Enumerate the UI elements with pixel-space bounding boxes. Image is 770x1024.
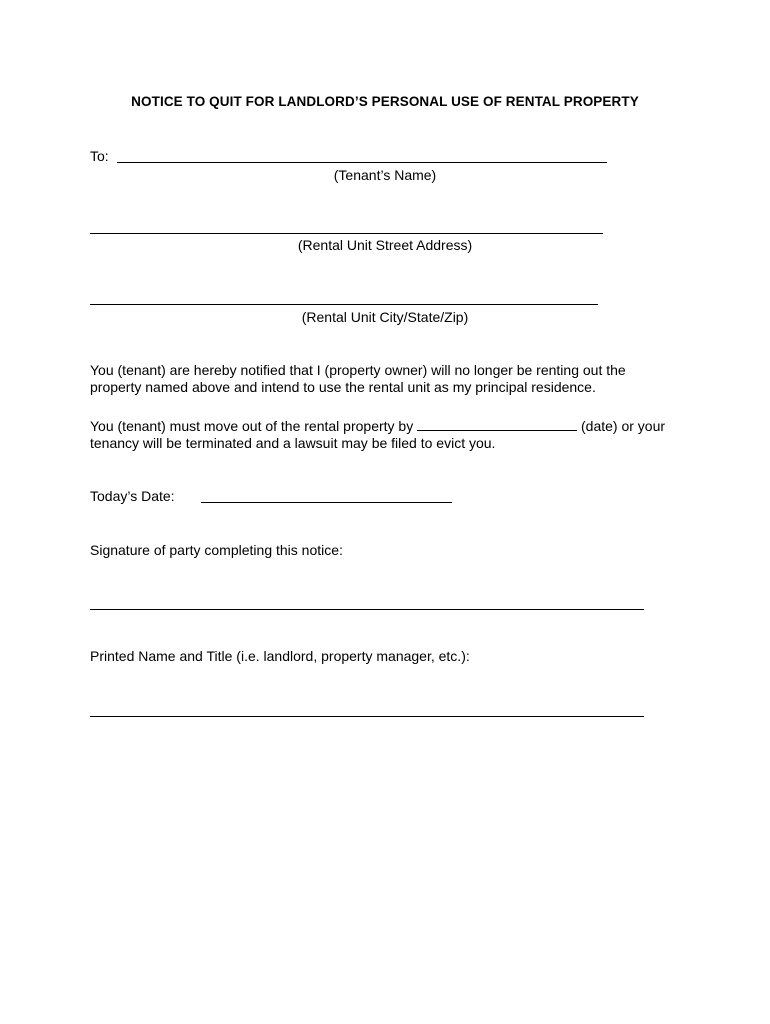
todays-date-field[interactable] xyxy=(201,502,452,503)
document-title: NOTICE TO QUIT FOR LANDLORD’S PERSONAL USE OF RENTAL PROPERTY xyxy=(131,94,639,109)
to-label: To: xyxy=(90,148,109,164)
printed-name-field[interactable] xyxy=(90,716,644,717)
move-out-date-field[interactable] xyxy=(417,416,577,431)
printed-name-label: Printed Name and Title (i.e. landlord, property manager, etc.): xyxy=(90,648,470,664)
move-out-paragraph xyxy=(90,416,680,452)
move-out-text-before: You (tenant) must move out of the rental property by xyxy=(90,418,414,434)
notice-paragraph: You (tenant) are hereby notified that I (property owner) will no longer be renting out the property named above and intend to use the rental unit as my principal residence. xyxy=(90,362,626,395)
move-out-text-after: (date) or your tenancy will be terminated and a lawsuit may be filed to evict you. xyxy=(90,418,666,451)
signature-label: Signature of party completing this notice: xyxy=(90,542,343,558)
street-address-caption: (Rental Unit Street Address) xyxy=(297,237,473,253)
todays-date-label: Today’s Date: xyxy=(90,488,175,504)
signature-field[interactable] xyxy=(90,609,644,610)
tenant-name-caption: (Tenant’s Name) xyxy=(333,167,437,183)
city-state-zip-caption: (Rental Unit City/State/Zip) xyxy=(301,309,469,325)
city-state-zip-field[interactable] xyxy=(90,304,598,305)
street-address-field[interactable] xyxy=(90,233,603,234)
tenant-name-field[interactable] xyxy=(117,162,607,163)
